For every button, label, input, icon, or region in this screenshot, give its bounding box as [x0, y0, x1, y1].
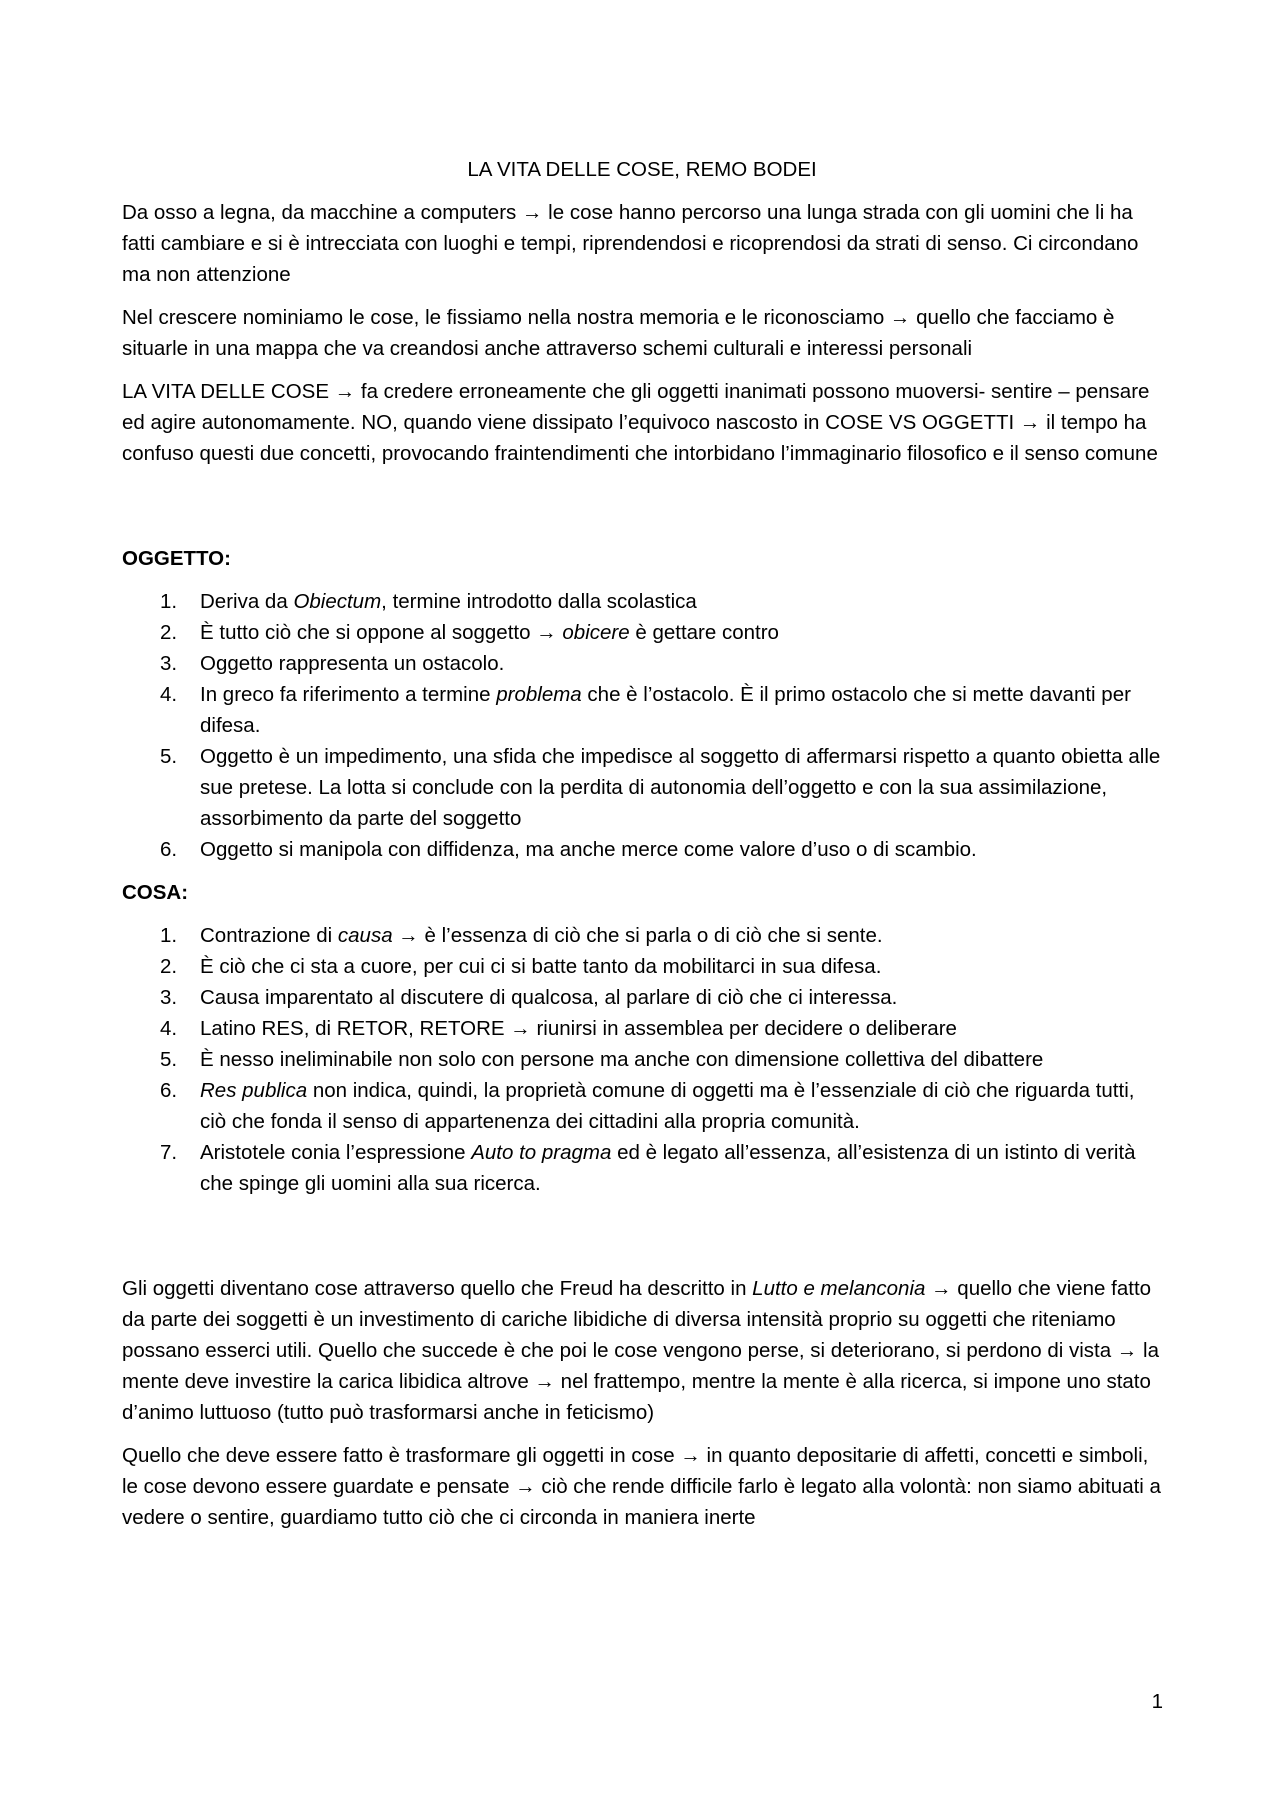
list-item-text: È nesso ineliminabile non solo con persone ma anche con dimensione collettiva del dibattere: [200, 1048, 1044, 1071]
list-item-text: Aristotele conia l’espressione: [200, 1141, 472, 1164]
list-item-number: 3.: [160, 986, 178, 1009]
list-item-text: Latino RES, di RETOR, RETORE → riunirsi in assemblea per decidere o deliberare: [200, 1017, 957, 1040]
intro-paragraph-2: Nel crescere nominiamo le cose, le fissiamo nella nostra memoria e le riconosciamo → quello che facciamo è situarle in una mappa che va creandosi anche attraverso schemi culturali e interessi personali: [122, 306, 1115, 360]
list-item-italic-term: Res publica: [200, 1079, 308, 1102]
list-item-text: Oggetto è un impedimento, una sfida che impedisce al soggetto di affermarsi rispetto a quanto obietta alle sue pretese. La lotta si conclude con la perdita di autonomia dell’oggetto e con la sua assimilazione, assorbimento da parte del soggetto: [200, 745, 1161, 830]
list-item-number: 2.: [160, 621, 178, 644]
cosa-list-item: [122, 920, 1162, 951]
list-item-text: , termine introdotto dalla scolastica: [381, 590, 697, 613]
list-item-text: È tutto ciò che si oppone al soggetto →: [200, 621, 563, 644]
list-item-number: 2.: [160, 955, 178, 978]
list-item-italic-term: Obiectum: [293, 590, 382, 613]
intro-paragraph-3: LA VITA DELLE COSE → fa credere erroneamente che gli oggetti inanimati possono muoversi- sentire – pensare ed agire autonomamente. NO, quando viene dissipato l’equivoco nascosto in COSE VS OGGETTI → il tempo ha confuso questi due concetti, provocando fraintendimenti che intorbidano l’immaginario filosofico e il senso comune: [122, 380, 1158, 465]
document-title: LA VITA DELLE COSE, REMO BODEI: [467, 158, 817, 181]
cosa-list-item: [122, 1137, 1162, 1199]
list-item-italic-term: causa: [337, 924, 393, 947]
list-item-text: È ciò che ci sta a cuore, per cui ci si batte tanto da mobilitarci in sua difesa.: [200, 955, 882, 978]
oggetto-list-item: [122, 586, 1162, 617]
section-spacer: [122, 481, 1162, 543]
list-item-text: Causa imparentato al discutere di qualcosa, al parlare di ciò che ci interessa.: [200, 986, 898, 1009]
list-item-italic-term: problema: [496, 683, 582, 706]
list-item-number: 7.: [160, 1141, 178, 1164]
oggetto-list: [122, 586, 1162, 865]
cosa-list-item: [122, 1013, 1162, 1044]
list-item-number: 5.: [160, 1048, 178, 1071]
closing-paragraph-1-pre: Gli oggetti diventano cose attraverso quello che Freud ha descritto in: [122, 1277, 753, 1300]
list-item-text: → è l’essenza di ciò che si parla o di ciò che si sente.: [392, 924, 883, 947]
list-item-number: 1.: [160, 924, 178, 947]
list-item-text: Contrazione di: [200, 924, 338, 947]
closing-paragraph-1-post: → quello che viene fatto da parte dei soggetti è un investimento di cariche libidiche di diversa intensità proprio su oggetti che riteniamo possano esserci utili. Quello che succede è che poi le cose vengono perse, si deteriorano, si perdono di vista → la mente deve investire la carica libidica altrove → nel frattempo, mentre la mente è alla ricerca, si impone uno stato d’animo luttuoso (tutto può trasformarsi anche in feticismo): [122, 1277, 1159, 1424]
list-item-text: Oggetto si manipola con diffidenza, ma anche merce come valore d’uso o di scambio.: [200, 838, 977, 861]
list-item-number: 6.: [160, 838, 178, 861]
oggetto-heading: OGGETTO:: [122, 547, 231, 570]
list-item-number: 5.: [160, 745, 178, 768]
list-item-number: 6.: [160, 1079, 178, 1102]
list-item-number: 3.: [160, 652, 178, 675]
oggetto-list-item: [122, 741, 1162, 834]
list-item-text: non indica, quindi, la proprietà comune di oggetti ma è l’essenziale di ciò che riguarda tutti, ciò che fonda il senso di appartenenza dei cittadini alla propria comunità.: [200, 1079, 1135, 1133]
closing-paragraph-1: [122, 1273, 1162, 1428]
list-item-number: 4.: [160, 683, 178, 706]
closing-paragraph-1-title: Lutto e melanconia: [752, 1277, 926, 1300]
list-item-text: In greco fa riferimento a termine: [200, 683, 497, 706]
list-item-text: Deriva da: [200, 590, 294, 613]
oggetto-list-item: [122, 617, 1162, 648]
list-item-text: è gettare contro: [629, 621, 779, 644]
list-item-text: ed è legato all’essenza, all’esistenza di un istinto di verità che spinge gli uomini alla sua ricerca.: [200, 1141, 1136, 1195]
section-spacer: [122, 1211, 1162, 1273]
intro-paragraph-1: Da osso a legna, da macchine a computers → le cose hanno percorso una lunga strada con gli uomini che li ha fatti cambiare e si è intrecciata con luoghi e tempi, riprendendosi e ricoprendosi da strati di senso. Ci circondano ma non attenzione: [122, 201, 1139, 286]
list-item-text: che è l’ostacolo. È il primo ostacolo che si mette davanti per difesa.: [200, 683, 1131, 737]
list-item-number: 1.: [160, 590, 178, 613]
cosa-list: [122, 920, 1162, 1199]
page-number: 1: [1151, 1690, 1163, 1713]
list-item-italic-term: Auto to pragma: [471, 1141, 612, 1164]
list-item-number: 4.: [160, 1017, 178, 1040]
oggetto-list-item: [122, 648, 1162, 679]
page-content: [122, 154, 1162, 1545]
oggetto-list-item: [122, 834, 1162, 865]
cosa-list-item: [122, 951, 1162, 982]
cosa-heading: COSA:: [122, 881, 189, 904]
cosa-list-item: [122, 1044, 1162, 1075]
closing-paragraph-2: Quello che deve essere fatto è trasformare gli oggetti in cose → in quanto depositarie di affetti, concetti e simboli, le cose devono essere guardate e pensate → ciò che rende difficile farlo è legato alla volontà: non siamo abituati a vedere o sentire, guardiamo tutto ciò che ci circonda in maniera inerte: [122, 1444, 1161, 1529]
list-item-text: Oggetto rappresenta un ostacolo.: [200, 652, 505, 675]
cosa-list-item: [122, 982, 1162, 1013]
cosa-list-item: [122, 1075, 1162, 1137]
oggetto-list-item: [122, 679, 1162, 741]
list-item-italic-term: obicere: [562, 621, 630, 644]
